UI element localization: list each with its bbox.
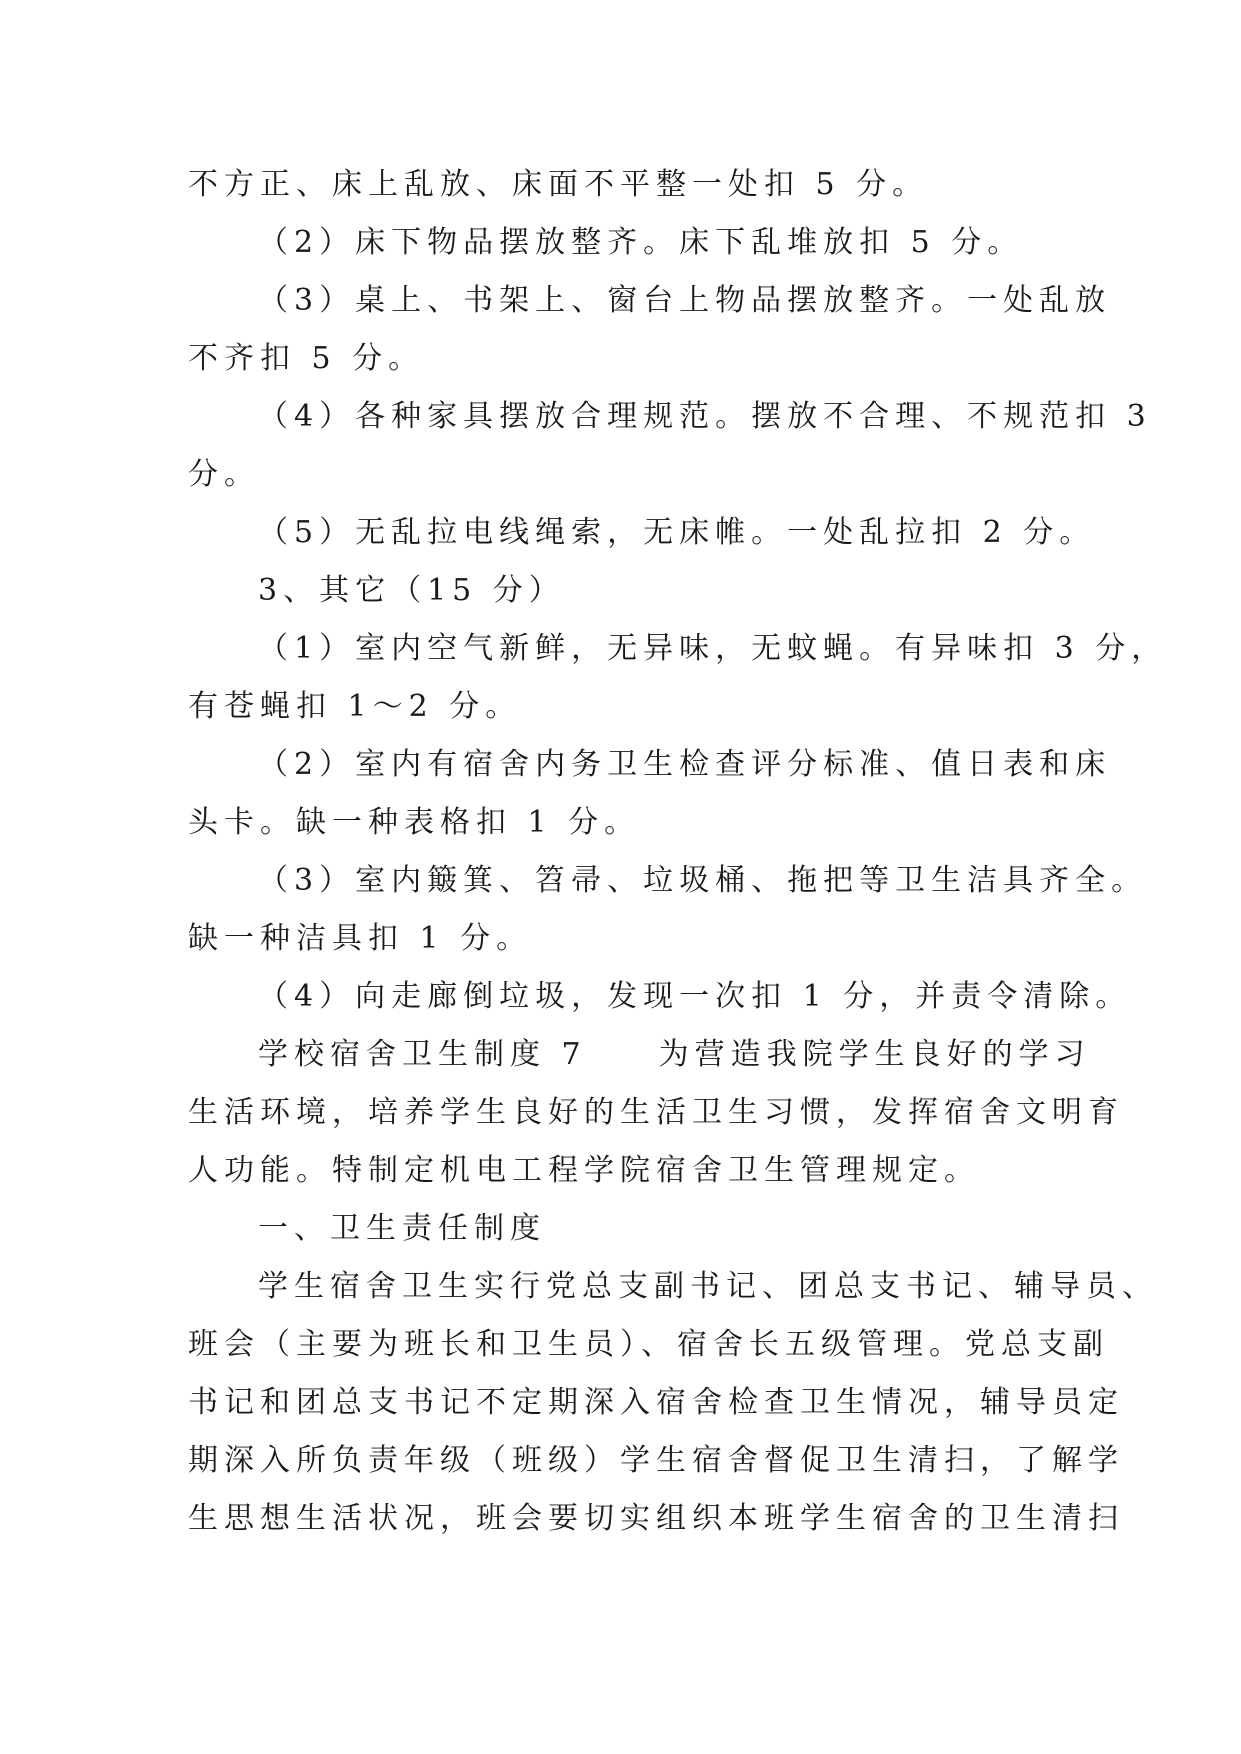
text-line: （3）室内簸箕、笤帚、垃圾桶、拖把等卫生洁具齐全。 xyxy=(258,863,1148,898)
text-line: （5）无乱拉电线绳索，无床帷。一处乱拉扣 2 分。 xyxy=(258,515,1096,550)
text-line: （2）室内有宿舍内务卫生检查评分标准、值日表和床 xyxy=(258,747,1112,782)
text-line: 生活环境，培养学生良好的生活卫生习惯，发挥宿舍文明育 xyxy=(188,1095,1124,1130)
text-line: （2）床下物品摆放整齐。床下乱堆放扣 5 分。 xyxy=(258,225,1024,260)
text-line: 缺一种洁具扣 1 分。 xyxy=(188,921,533,956)
text-line: （4）向走廊倒垃圾，发现一次扣 1 分，并责令清除。 xyxy=(258,979,1132,1014)
text-line: 不方正、床上乱放、床面不平整一处扣 5 分。 xyxy=(188,167,929,202)
text-line: （4）各种家具摆放合理规范。摆放不合理、不规范扣 3 xyxy=(258,399,1152,434)
text-line: 班会（主要为班长和卫生员）、宿舍长五级管理。党总支副 xyxy=(188,1327,1109,1362)
document-body xyxy=(188,156,1168,1548)
text-line: （3）桌上、书架上、窗台上物品摆放整齐。一处乱放 xyxy=(258,283,1112,318)
text-line: 学生宿舍卫生实行党总支副书记、团总支书记、辅导员、 xyxy=(258,1269,1158,1304)
section-heading: 一、卫生责任制度 xyxy=(258,1211,546,1246)
text-line: 头卡。缺一种表格扣 1 分。 xyxy=(188,805,641,840)
text-line: 人功能。特制定机电工程学院宿舍卫生管理规定。 xyxy=(188,1153,980,1188)
text-line: 分。 xyxy=(188,457,260,492)
text-line: 生思想生活状况，班会要切实组织本班学生宿舍的卫生清扫 xyxy=(188,1501,1124,1536)
text-line: （1）室内空气新鲜，无异味，无蚊蝇。有异味扣 3 分， xyxy=(258,631,1168,666)
text-line: 不齐扣 5 分。 xyxy=(188,341,425,376)
text-line: 有苍蝇扣 1～2 分。 xyxy=(188,689,522,724)
text-line: 学校宿舍卫生制度 7 为营造我院学生良好的学习 xyxy=(258,1037,1091,1072)
text-line: 期深入所负责年级（班级）学生宿舍督促卫生清扫，了解学 xyxy=(188,1443,1124,1478)
section-heading: 3、其它（15 分） xyxy=(258,573,565,608)
text-line: 书记和团总支书记不定期深入宿舍检查卫生情况，辅导员定 xyxy=(188,1385,1124,1420)
